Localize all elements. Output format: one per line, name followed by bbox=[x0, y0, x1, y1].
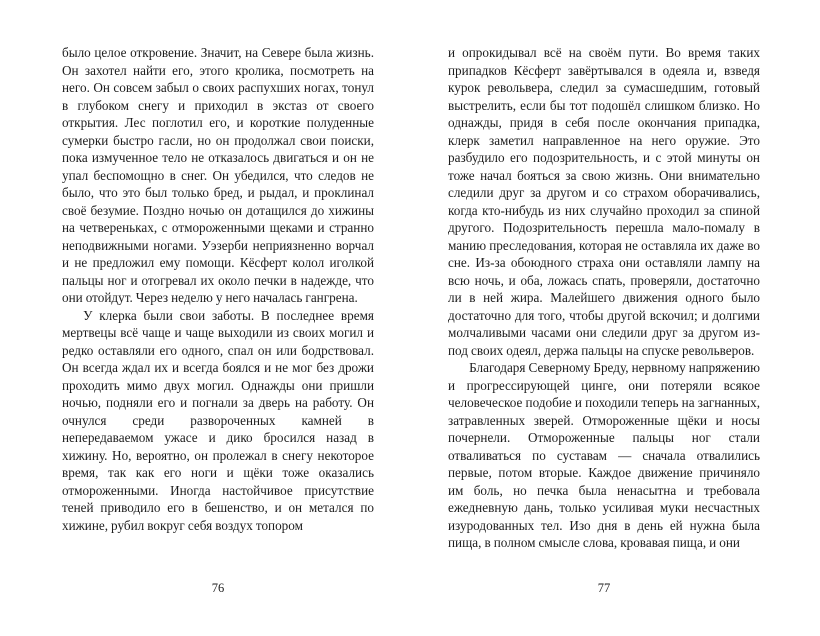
page-text-right bbox=[448, 44, 760, 552]
paragraph: и опрокидывал всё на своём пути. Во время таких припадков Кёсферт завёртывался в одеяла и, взведя курок револьвера, следил за сумасшедшим, готовый выстрелить, если бы тот подошёл слишком близко. Но однажды, придя в себя после окончания припадка, клерк заметил направленное на него оружие. Это разбудило его подозрительность, и с этой минуты он тоже начал бояться за свою жизнь. Они внимательно следили друг за другом и со страхом оборачивались, когда кто-нибудь из них случайно проходил за спиной другого. Подозрительность перешла мало-помалу в манию преследования, которая не оставляла их даже во сне. Из-за обоюдного страха они оставляли лампу на всю ночь, и оба, ложась спать, проверяли, достаточно ли в ней жира. Малейшего движения одного было достаточно для того, чтобы другой вскочил; и долгими молчаливыми часами они следили друг за другом из-под своих одеял, держа пальцы на спуске револьверов. bbox=[448, 45, 760, 358]
book-page-right bbox=[448, 44, 760, 636]
paragraph: Благодаря Северному Бреду, нервному напряжению и прогрессирующей цинге, они потеряли всякое человеческое подобие и походили теперь на загнанных, затравленных зверей. Отмороженные щёки и носы почернели. Отмороженные пальцы ног стали отваливаться по суставам — сначала отвалились первые, потом вторые. Каждое движение причиняло им боль, но печка была ненасытна и требовала ежедневную дань, только усиливая муки несчастных изуродованных тел. Изо дня в день ей нужна была пища, в полном смысле слова, кровавая пища, и они bbox=[448, 360, 760, 550]
book-page-left bbox=[62, 44, 374, 636]
page-number-left: 76 bbox=[211, 581, 225, 595]
page-number-right: 77 bbox=[597, 581, 611, 595]
page-text-left bbox=[62, 44, 374, 534]
paragraph: было целое откровение. Значит, на Севере была жизнь. Он захотел найти его, этого кролика, посмотреть на него. Он совсем забыл о своих распухших ногах, тонул в глубоком снегу и приходил в экстаз от своего открытия. Лес поглотил его, и короткие полуденные сумерки быстро гасли, но он продолжал свои поиски, пока измученное тело не отказалось двигаться и он не упал беспомощно в снег. Он убедился, что следов не было, что это был только бред, и рыдал, и проклинал своё безумие. Поздно ночью он дотащился до хижины на четвереньках, с отмороженными щеками и странно неподвижными ногами. Уэзерби неприязненно ворчал и не предложил ему помощи. Кёсферт колол иголкой пальцы ног и отогревал их около печки в надежде, что они отойдут. Через неделю у него началась гангрена. bbox=[62, 45, 374, 305]
paragraph: У клерка были свои заботы. В последнее время мертвецы всё чаще и чаще выходили из своих могил и редко оставляли его одного, спал он или бодрствовал. Он всегда ждал их и всегда боялся и не мог без дрожи проходить мимо двух могил. Однажды они пришли ночью, подняли его и погнали за дверь на работу. Он очнулся среди развороченных камней в непередаваемом ужасе и дико бросился назад в хижину. Но, вероятно, он пролежал в снегу некоторое время, так как его ноги и щёки тоже оказались отмороженными. Иногда настойчивое присутствие теней приводило его в бешенство, и он метался по хижине, рубил вокруг себя воздух топором bbox=[62, 307, 374, 533]
